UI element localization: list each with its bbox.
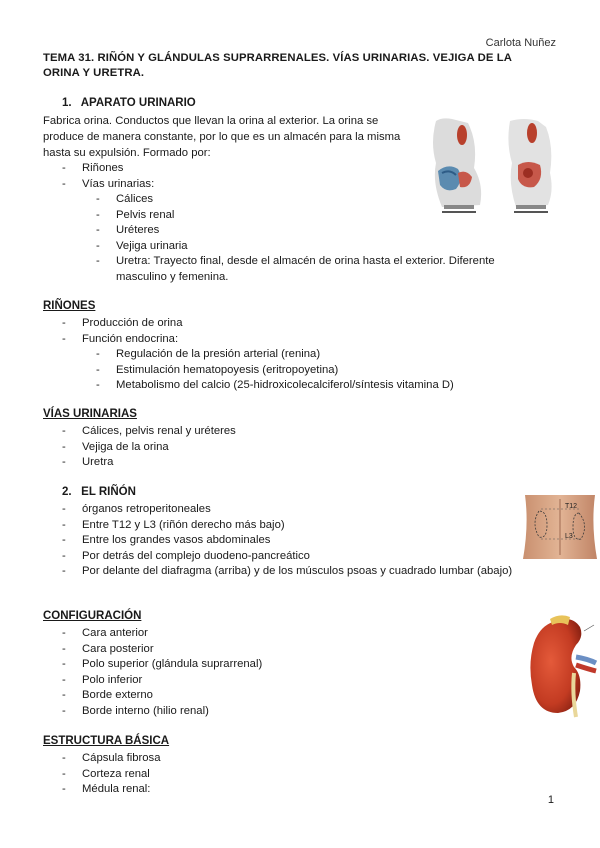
- configuracion-list: [62, 626, 462, 720]
- section-heading-vias-urinarias: VÍAS URINARIAS: [43, 408, 137, 420]
- list-item: - Regulación de la presión arterial (renina): [96, 348, 321, 360]
- list-item: - Cara posterior: [62, 642, 154, 655]
- figure-label-l3: L3: [565, 533, 573, 540]
- list-item: - Entre T12 y L3 (riñón derecho más bajo): [62, 518, 285, 531]
- section-heading-rinones: RIÑONES: [43, 300, 96, 312]
- list-item: - Cálices: [96, 193, 154, 205]
- urinary-system-figure: [428, 113, 563, 218]
- list-item: - Cápsula fibrosa: [62, 752, 161, 764]
- back-kidney-location-figure: [521, 495, 599, 559]
- aparato-list: [62, 161, 402, 192]
- list-item: - Uréteres: [96, 224, 160, 237]
- list-item: - Polo superior (glándula suprarrenal): [62, 658, 263, 671]
- list-item: - Por delante del diafragma (arriba) y de los músculos psoas y cuadrado lumbar (abajo): [62, 565, 513, 578]
- list-item: - Función endocrina:: [62, 332, 179, 345]
- list-item: - Vejiga urinaria: [96, 239, 188, 252]
- list-item: - Pelvis renal: [96, 208, 175, 221]
- list-item: - Estimulación hematopoyesis (eritropoyetina): [96, 363, 339, 376]
- list-item: - Uretra: Trayecto final, desde el almacén de orina hasta el exterior. Diferente masculino y femenina.: [96, 255, 495, 283]
- page-title: TEMA 31. RIÑÓN Y GLÁNDULAS SUPRARRENALES. VÍAS URINARIAS. VEJIGA DE LA ORINA Y URETRA.: [43, 52, 512, 79]
- list-item: - Vías urinarias:: [62, 177, 155, 190]
- figure-label-t12: T12: [565, 503, 578, 510]
- section-heading-aparato-urinario: 1. APARATO URINARIO: [62, 97, 196, 109]
- list-item: - Polo inferior: [62, 673, 143, 686]
- list-item: - Uretra: [62, 456, 114, 469]
- list-item: - Por detrás del complejo duodeno-pancreático: [62, 549, 310, 562]
- section-heading-estructura-basica: ESTRUCTURA BÁSICA: [43, 735, 170, 747]
- vias-list: [62, 424, 462, 471]
- el-rinon-list: [62, 502, 517, 580]
- list-item: - Metabolismo del calcio (25-hidroxicolecalciferol/síntesis vitamina D): [96, 379, 454, 392]
- section-heading-el-rinon: 2. EL RIÑÓN: [62, 486, 136, 498]
- list-item: - Entre los grandes vasos abdominales: [62, 534, 271, 547]
- list-item: - Producción de orina: [62, 317, 183, 329]
- list-item: - Corteza renal: [62, 767, 150, 780]
- rinones-list: [62, 316, 462, 347]
- intro-paragraph: Fabrica orina. Conductos que llevan la orina al exterior. La orina se produce de manera constante, por lo que es un almacén para la misma hasta su expulsión. Formado por:: [43, 115, 401, 159]
- list-item: - Vejiga de la orina: [62, 440, 169, 453]
- list-item: - Borde interno (hilio renal): [62, 704, 209, 717]
- list-item: - Riñones: [62, 162, 124, 174]
- estructura-list: [62, 751, 462, 798]
- page-number: 1: [547, 794, 554, 806]
- author-name: Carlota Nuñez: [485, 37, 556, 49]
- list-item: - Cara anterior: [62, 627, 148, 639]
- list-item: - Cálices, pelvis renal y uréteres: [62, 425, 236, 437]
- endocrina-sublist: [96, 347, 536, 394]
- list-item: - Borde externo: [62, 689, 153, 702]
- kidney-figure: [526, 613, 598, 719]
- list-item: - Médula renal:: [62, 783, 151, 796]
- section-heading-configuracion: CONFIGURACIÓN: [43, 610, 142, 622]
- list-item: - órganos retroperitoneales: [62, 503, 211, 515]
